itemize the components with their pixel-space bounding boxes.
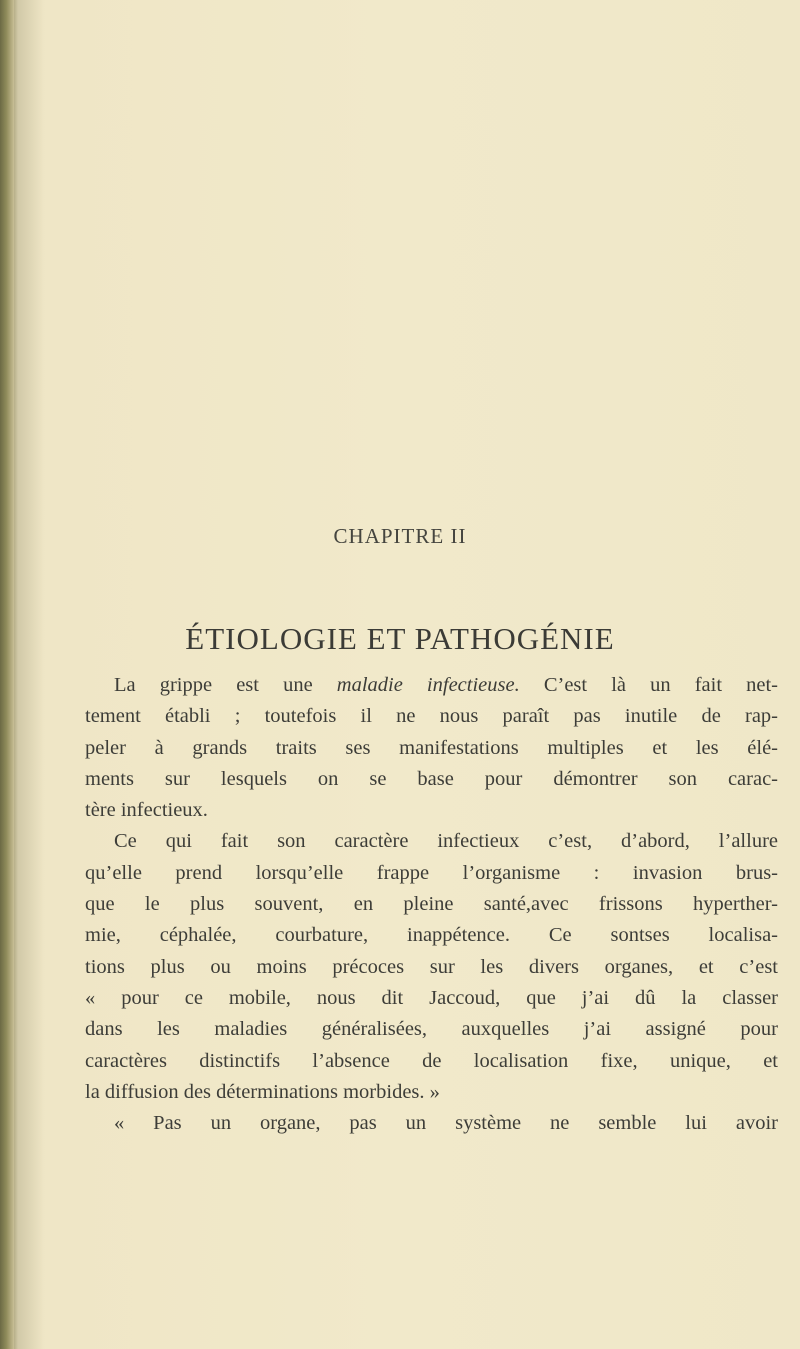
- text-line: tement établi ; toutefois il ne nous paraît pas inutile de rap-: [85, 705, 778, 728]
- text-line: dans les maladies généralisées, auxquelles j’ai assigné pour: [85, 1018, 778, 1041]
- text-line: caractères distinctifs l’absence de localisation fixe, unique, et: [85, 1049, 778, 1072]
- text-line: mie, céphalée, courbature, inappétence. Ce sontses localisa-: [85, 924, 778, 947]
- text-line: peler à grands traits ses manifestations multiples et les élé-: [85, 736, 778, 759]
- text-line: qu’elle prend lorsqu’elle frappe l’organisme : invasion brus-: [85, 861, 778, 884]
- text-line: la diffusion des déterminations morbides. »: [85, 1080, 440, 1103]
- body-text: [85, 670, 778, 1139]
- binding-shadow: [14, 0, 44, 1349]
- text-line: « pour ce mobile, nous dit Jaccoud, que j’ai dû la classer: [85, 986, 778, 1009]
- text-line: tère infectieux.: [85, 799, 208, 822]
- text-line: que le plus souvent, en pleine santé,avec frissons hyperther-: [85, 893, 778, 916]
- chapter-title: ÉTIOLOGIE ET PATHOGÉNIE: [185, 621, 615, 656]
- text-line: ments sur lesquels on se base pour démontrer son carac-: [85, 767, 778, 790]
- text-line: tions plus ou moins précoces sur les divers organes, et c’est: [85, 955, 778, 978]
- emphasis: maladie infectieuse.: [336, 674, 520, 696]
- text-line: Ce qui fait son caractère infectieux c’est, d’abord, l’allure: [114, 830, 778, 853]
- text-line: « Pas un organe, pas un système ne semble lui avoir: [114, 1112, 778, 1135]
- chapter-heading: CHAPITRE II: [333, 524, 467, 548]
- text-line: La grippe est une maladie infectieuse. C’est là un fait net-: [114, 674, 778, 696]
